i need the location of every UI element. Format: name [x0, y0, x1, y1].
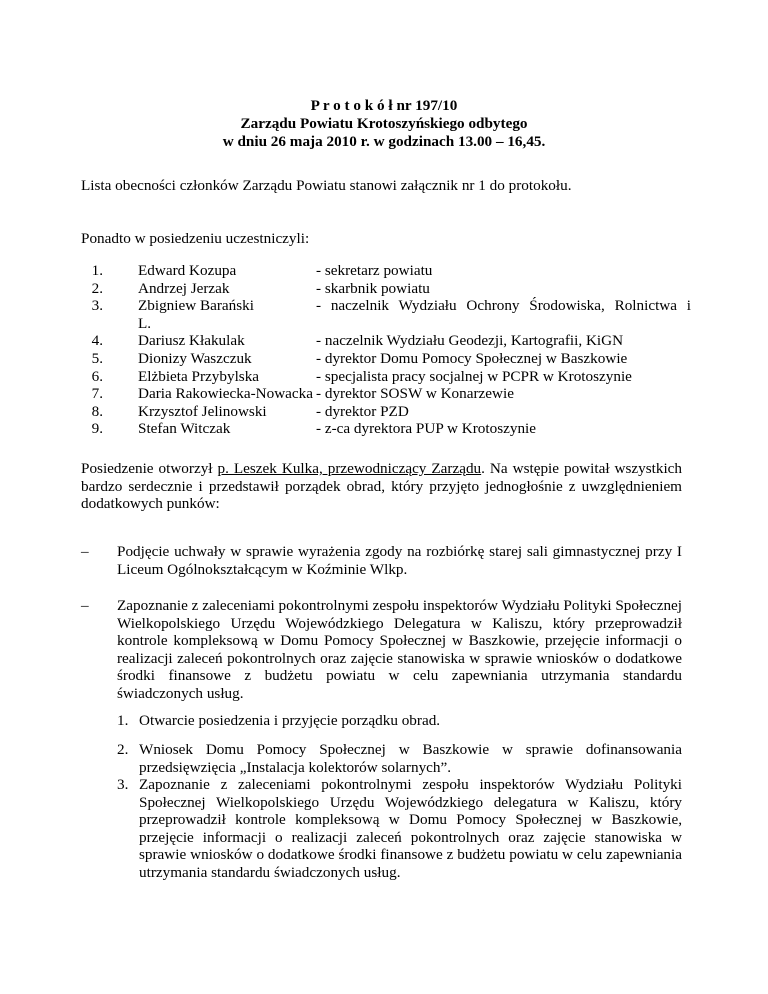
added-point-text: Zapoznanie z zaleceniami pokontrolnymi zespołu inspektorów Wydziału Polityki Społecznej Wielkopolskiego Urzędu Wojewódzkiego Delegatura w Kaliszu, który przeprowadził kontrole kompleksową w Domu Pomocy Społecznej w Baszkowie, przejęcie informacji o realizacji zaleceń pokontrolnych oraz zajęcie stanowiska w sprawie wniosków o dodatkowe środki finansowe z budżetu powiatu w celu zapewniania utrzymania standardu świadczonych usług. — [117, 597, 682, 702]
title-line-3: w dniu 26 maja 2010 r. w godzinach 13.00 – 16,45. — [222, 133, 546, 150]
attendee-row — [81, 280, 691, 298]
attendee-name: Edward Kozupa — [138, 262, 237, 279]
agenda-item — [117, 712, 682, 730]
opening-prefix: Posiedzenie otworzył — [81, 460, 218, 477]
attendee-number: 5. — [91, 349, 103, 367]
attendee-name: Zbigniew Barański — [138, 297, 254, 315]
attendee-role: - specjalista pracy socjalnej w PCPR w Krotoszynie — [316, 367, 632, 385]
attendee-role: - naczelnik Wydziału Geodezji, Kartografii, KiGN — [316, 332, 624, 350]
attendee-role: - skarbnik powiatu — [316, 279, 430, 297]
attendee-list — [81, 262, 691, 438]
attendee-number: 6. — [91, 367, 103, 385]
protocol-title — [0, 97, 768, 151]
dash-bullet: – — [81, 597, 89, 614]
attendee-row — [81, 297, 691, 332]
chairman-name: p. Leszek Kulka, przewodniczący Zarządu — [217, 460, 482, 477]
attendee-row — [81, 332, 691, 350]
attendee-role: - dyrektor SOSW w Konarzewie — [316, 385, 514, 403]
opening-paragraph — [81, 460, 682, 513]
attendee-name: Andrzej Jerzak — [138, 279, 230, 297]
agenda-item — [117, 776, 682, 881]
attendee-name: Dariusz Kłakulak — [138, 332, 245, 350]
attendee-row — [81, 385, 691, 403]
attendee-row — [81, 262, 691, 280]
attendee-role: - z-ca dyrektora PUP w Krotoszynie — [316, 420, 537, 438]
attendee-name: Elżbieta Przybylska — [138, 367, 260, 385]
also-present-label: Ponadto w posiedzeniu uczestniczyli: — [81, 230, 310, 247]
attendee-number: 9. — [91, 420, 103, 438]
attendee-name: Daria Rakowiecka-Nowacka — [138, 385, 313, 403]
opening-suffix: . Na wstępie powitał wszystkich bardzo serdecznie i przedstawił porządek obrad, który przyjęto jednogłośnie z uwzględnieniem dodatkowych punków: — [81, 460, 683, 512]
attendee-role: - sekretarz powiatu — [316, 262, 433, 279]
added-point — [81, 543, 682, 578]
title-line-1: P r o t o k ó ł nr 197/10 — [310, 97, 458, 114]
attendee-row — [81, 403, 691, 421]
added-point — [81, 597, 682, 702]
agenda-number: 1. — [117, 712, 129, 729]
attendee-row — [81, 420, 691, 438]
agenda-text: Otwarcie posiedzenia i przyjęcie porządku obrad. — [139, 712, 441, 729]
agenda-text: Wniosek Domu Pomocy Społecznej w Baszkowie w sprawie dofinansowania przedsięwzięcia „Instalacja kolektorów solarnych”. — [139, 741, 682, 776]
attendee-name: Stefan Witczak — [138, 420, 231, 438]
agenda-item — [117, 741, 682, 776]
attendee-number: 7. — [91, 385, 103, 403]
attendee-name: Dionizy Waszczuk — [138, 349, 252, 367]
attendee-name: Krzysztof Jelinowski — [138, 402, 267, 420]
attendee-number: 2. — [91, 279, 103, 297]
agenda-number: 3. — [117, 776, 129, 793]
attendee-role: - naczelnik Wydziału Ochrony Środowiska, Rolnictwa i — [316, 297, 691, 315]
attendee-row — [81, 350, 691, 368]
agenda-text: Zapoznanie z zaleceniami pokontrolnymi zespołu inspektorów Wydziału Polityki Społecznej Wielkopolskiego Urzędu Wojewódzkiego delegatura w Kaliszu, który przeprowadził kontrole kompleksową w Domu Pomocy Społecznej w Baszkowie, przejęcie informacji o realizacji zaleceń pokontrolnych oraz zajęcie stanowiska w sprawie wniosków o dodatkowe środki finansowe z budżetu powiatu w celu zapewniania utrzymania standardu świadczonych usług. — [139, 776, 682, 881]
attendee-number: 8. — [91, 402, 103, 420]
dash-bullet: – — [81, 543, 89, 560]
attendee-role: - dyrektor Domu Pomocy Społecznej w Baszkowie — [316, 349, 628, 367]
attendance-note: Lista obecności członków Zarządu Powiatu stanowi załącznik nr 1 do protokołu. — [81, 177, 572, 194]
attendee-number: 3. — [91, 297, 103, 315]
attendee-number: 1. — [91, 262, 103, 279]
attendee-row — [81, 368, 691, 386]
title-line-2: Zarządu Powiatu Krotoszyńskiego odbytego — [240, 115, 528, 132]
agenda-number: 2. — [117, 741, 129, 758]
attendee-role: - dyrektor PZD — [316, 402, 409, 420]
attendee-number: 4. — [91, 332, 103, 350]
attendee-name-continued: L. — [138, 314, 152, 332]
added-point-text: Podjęcie uchwały w sprawie wyrażenia zgody na rozbiórkę starej sali gimnastycznej przy I Liceum Ogólnokształcącym w Koźminie Wlkp. — [117, 543, 682, 578]
